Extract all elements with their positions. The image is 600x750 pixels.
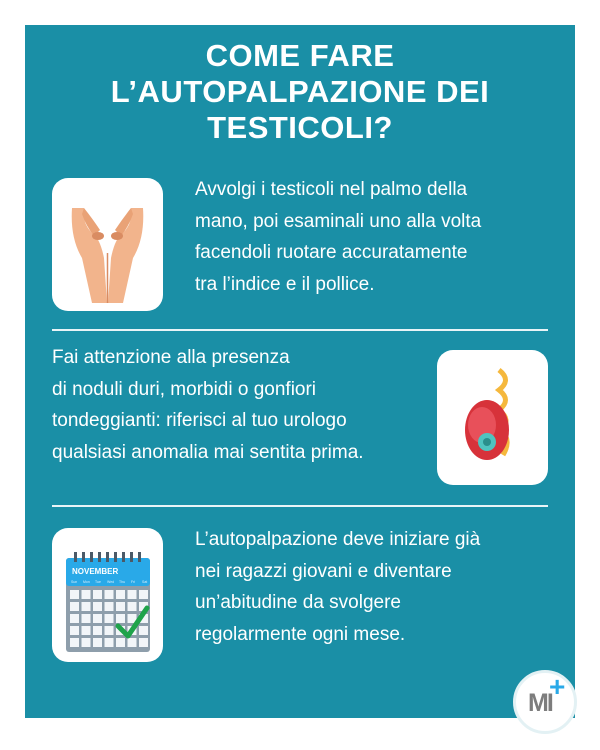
step-3-text	[195, 524, 480, 650]
text-line: di noduli duri, morbidi o gonfiori	[52, 378, 317, 400]
testicle-nodule-icon	[437, 350, 548, 485]
calendar-day-cell	[116, 590, 125, 599]
text-line: nei ragazzi giovani e diventare	[195, 560, 452, 582]
brand-logo	[513, 670, 577, 734]
calendar-day-cell	[82, 638, 91, 647]
calendar-day-cell	[82, 602, 91, 611]
calendar-day-cell	[70, 590, 79, 599]
calendar-day-cell	[116, 614, 125, 623]
divider	[52, 329, 548, 331]
logo-plus-icon: +	[549, 671, 566, 702]
calendar-check-icon	[52, 528, 163, 662]
text-line: qualsiasi anomalia mai sentita prima.	[52, 441, 364, 463]
weekday-label: Mon	[83, 580, 90, 584]
text-line: mano, poi esaminali uno alla volta	[195, 210, 482, 232]
calendar-day-cell	[116, 638, 125, 647]
weekday-label: Sun	[71, 580, 78, 584]
divider	[52, 505, 548, 507]
step-1-text	[195, 174, 481, 300]
calendar-day-cell	[139, 626, 148, 635]
calendar-day-cell	[139, 590, 148, 599]
calendar-day-cell	[93, 602, 102, 611]
text-line: un’abitudine da svolgere	[195, 592, 401, 613]
text-line: facendoli ruotare accuratamente	[195, 242, 468, 263]
text-line: Avvolgi i testicoli nel palmo della	[195, 179, 468, 200]
calendar-day-cell	[105, 602, 114, 611]
logo-text: MI	[528, 689, 552, 717]
calendar-day-cell	[139, 638, 148, 647]
title-line: L’AUTOPALPAZIONE DEI	[110, 74, 490, 109]
weekday-label: Thu	[119, 580, 126, 584]
weekday-label: Sat	[142, 580, 148, 584]
calendar-day-cell	[128, 602, 137, 611]
calendar-day-cell	[93, 614, 102, 623]
calendar-day-cell	[93, 638, 102, 647]
calendar-day-cell	[128, 638, 137, 647]
calendar-day-cell	[82, 614, 91, 623]
calendar-day-cell	[128, 590, 137, 599]
calendar-day-cell	[105, 590, 114, 599]
calendar-day-cell	[70, 638, 79, 647]
text-line: tra l’indice e il pollice.	[195, 273, 375, 295]
title-line: COME FARE	[205, 38, 395, 73]
calendar-day-cell	[93, 590, 102, 599]
text-line: L’autopalpazione deve iniziare già	[195, 529, 481, 550]
calendar-day-cell	[82, 590, 91, 599]
calendar-month: NOVEMBER	[72, 567, 119, 576]
calendar-day-cell	[70, 614, 79, 623]
page-title	[0, 38, 600, 146]
title-line: TESTICOLI?	[207, 110, 393, 145]
calendar-day-cell	[105, 638, 114, 647]
weekday-label: Wed	[107, 580, 115, 584]
calendar-day-cell	[70, 602, 79, 611]
text-line: regolarmente ogni mese.	[195, 623, 406, 645]
calendar-day-cell	[105, 614, 114, 623]
step-2-text	[52, 342, 364, 468]
calendar-day-cell	[93, 626, 102, 635]
calendar-day-cell	[116, 602, 125, 611]
calendar-day-cell	[70, 626, 79, 635]
text-line: tondeggianti: riferisci al tuo urologo	[52, 410, 347, 431]
calendar-day-cell	[82, 626, 91, 635]
text-line: Fai attenzione alla presenza	[52, 347, 290, 368]
hands-icon	[52, 178, 163, 311]
weekday-label: Tue	[95, 580, 101, 584]
weekday-label: Fri	[131, 580, 136, 584]
calendar-day-cell	[105, 626, 114, 635]
